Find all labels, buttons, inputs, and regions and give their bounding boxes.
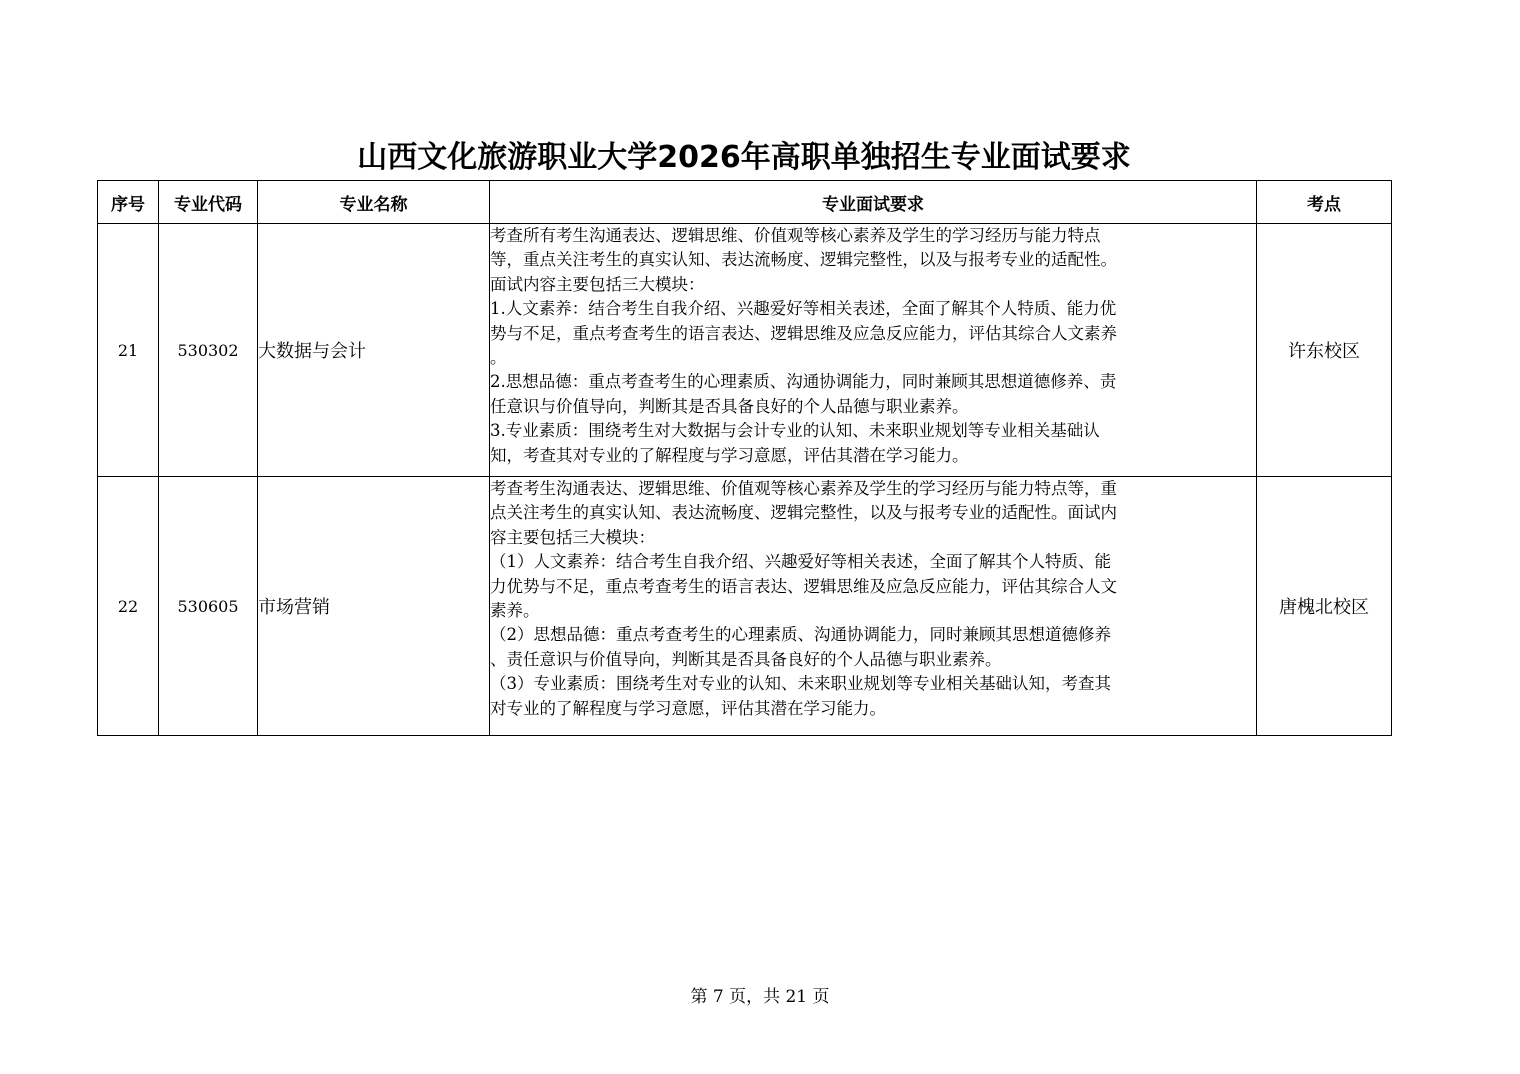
major-name: 大数据与会计 (258, 224, 490, 477)
requirement-line: 2.思想品德：重点考查考生的心理素质、沟通协调能力，同时兼顾其思想道德修养、责 (490, 372, 1117, 392)
exam-site: 许东校区 (1257, 224, 1392, 477)
requirement-line: （3）专业素质：围绕考生对专业的认知、未来职业规划等专业相关基础认知，考查其 (490, 674, 1111, 694)
table-row (98, 477, 1392, 736)
major-code: 530605 (159, 477, 258, 736)
requirement-line: 等，重点关注考生的真实认知、表达流畅度、逻辑完整性，以及与报考专业的适配性。 (490, 250, 1117, 270)
requirement-line: 容主要包括三大模块： (490, 527, 655, 547)
requirement-line: 力优势与不足，重点考查考生的语言表达、逻辑思维及应急反应能力，评估其综合人文 (490, 576, 1117, 596)
requirement-line: 、责任意识与价值导向，判断其是否具备良好的个人品德与职业素养。 (490, 649, 1002, 669)
major-name: 市场营销 (258, 477, 490, 736)
requirement-line: 面试内容主要包括三大模块： (490, 274, 705, 294)
requirement-line: 3.专业素质：围绕考生对大数据与会计专业的认知、未来职业规划等专业相关基础认 (490, 421, 1100, 441)
requirements-table (97, 180, 1392, 736)
requirement-line: 考查所有考生沟通表达、逻辑思维、价值观等核心素养及学生的学习经历与能力特点 (490, 226, 1101, 245)
requirement-line: （2）思想品德：重点考查考生的心理素质、沟通协调能力，同时兼顾其思想道德修养 (490, 625, 1111, 645)
header-interview-requirements: 专业面试要求 (490, 181, 1257, 224)
table-header-row (98, 181, 1392, 224)
requirement-line: 。 (490, 348, 507, 368)
serial-number: 21 (98, 224, 159, 477)
requirement-line: 对专业的了解程度与学习意愿，评估其潜在学习能力。 (490, 698, 886, 718)
header-exam-site: 考点 (1257, 181, 1392, 224)
requirement-line: 素养。 (490, 601, 540, 621)
requirement-line: 1.人文素养：结合考生自我介绍、兴趣爱好等相关表述，全面了解其个人特质、能力优 (490, 299, 1117, 319)
requirement-line: 势与不足，重点考查考生的语言表达、逻辑思维及应急反应能力，评估其综合人文素养 (490, 323, 1117, 343)
header-major-name: 专业名称 (258, 181, 490, 224)
requirement-line: 考查考生沟通表达、逻辑思维、价值观等核心素养及学生的学习经历与能力特点等，重 (490, 479, 1117, 498)
requirement-line: 点关注考生的真实认知、表达流畅度、逻辑完整性，以及与报考专业的适配性。面试内 (490, 503, 1117, 523)
exam-site: 唐槐北校区 (1257, 477, 1392, 736)
page-footer: 第 7 页，共 21 页 (690, 987, 830, 1007)
page-title: 山西文化旅游职业大学2026年高职单独招生专业面试要求 (357, 140, 1131, 175)
header-major-code: 专业代码 (159, 181, 258, 224)
interview-requirements (490, 477, 1257, 736)
interview-requirements (490, 224, 1257, 477)
requirement-line: 知，考查其对专业的了解程度与学习意愿，评估其潜在学习能力。 (490, 445, 969, 465)
table-row (98, 224, 1392, 477)
major-code: 530302 (159, 224, 258, 477)
requirement-line: 任意识与价值导向，判断其是否具备良好的个人品德与职业素养。 (490, 396, 969, 416)
serial-number: 22 (98, 477, 159, 736)
requirement-line: （1）人文素养：结合考生自我介绍、兴趣爱好等相关表述，全面了解其个人特质、能 (490, 552, 1111, 572)
header-serial-number: 序号 (98, 181, 159, 224)
